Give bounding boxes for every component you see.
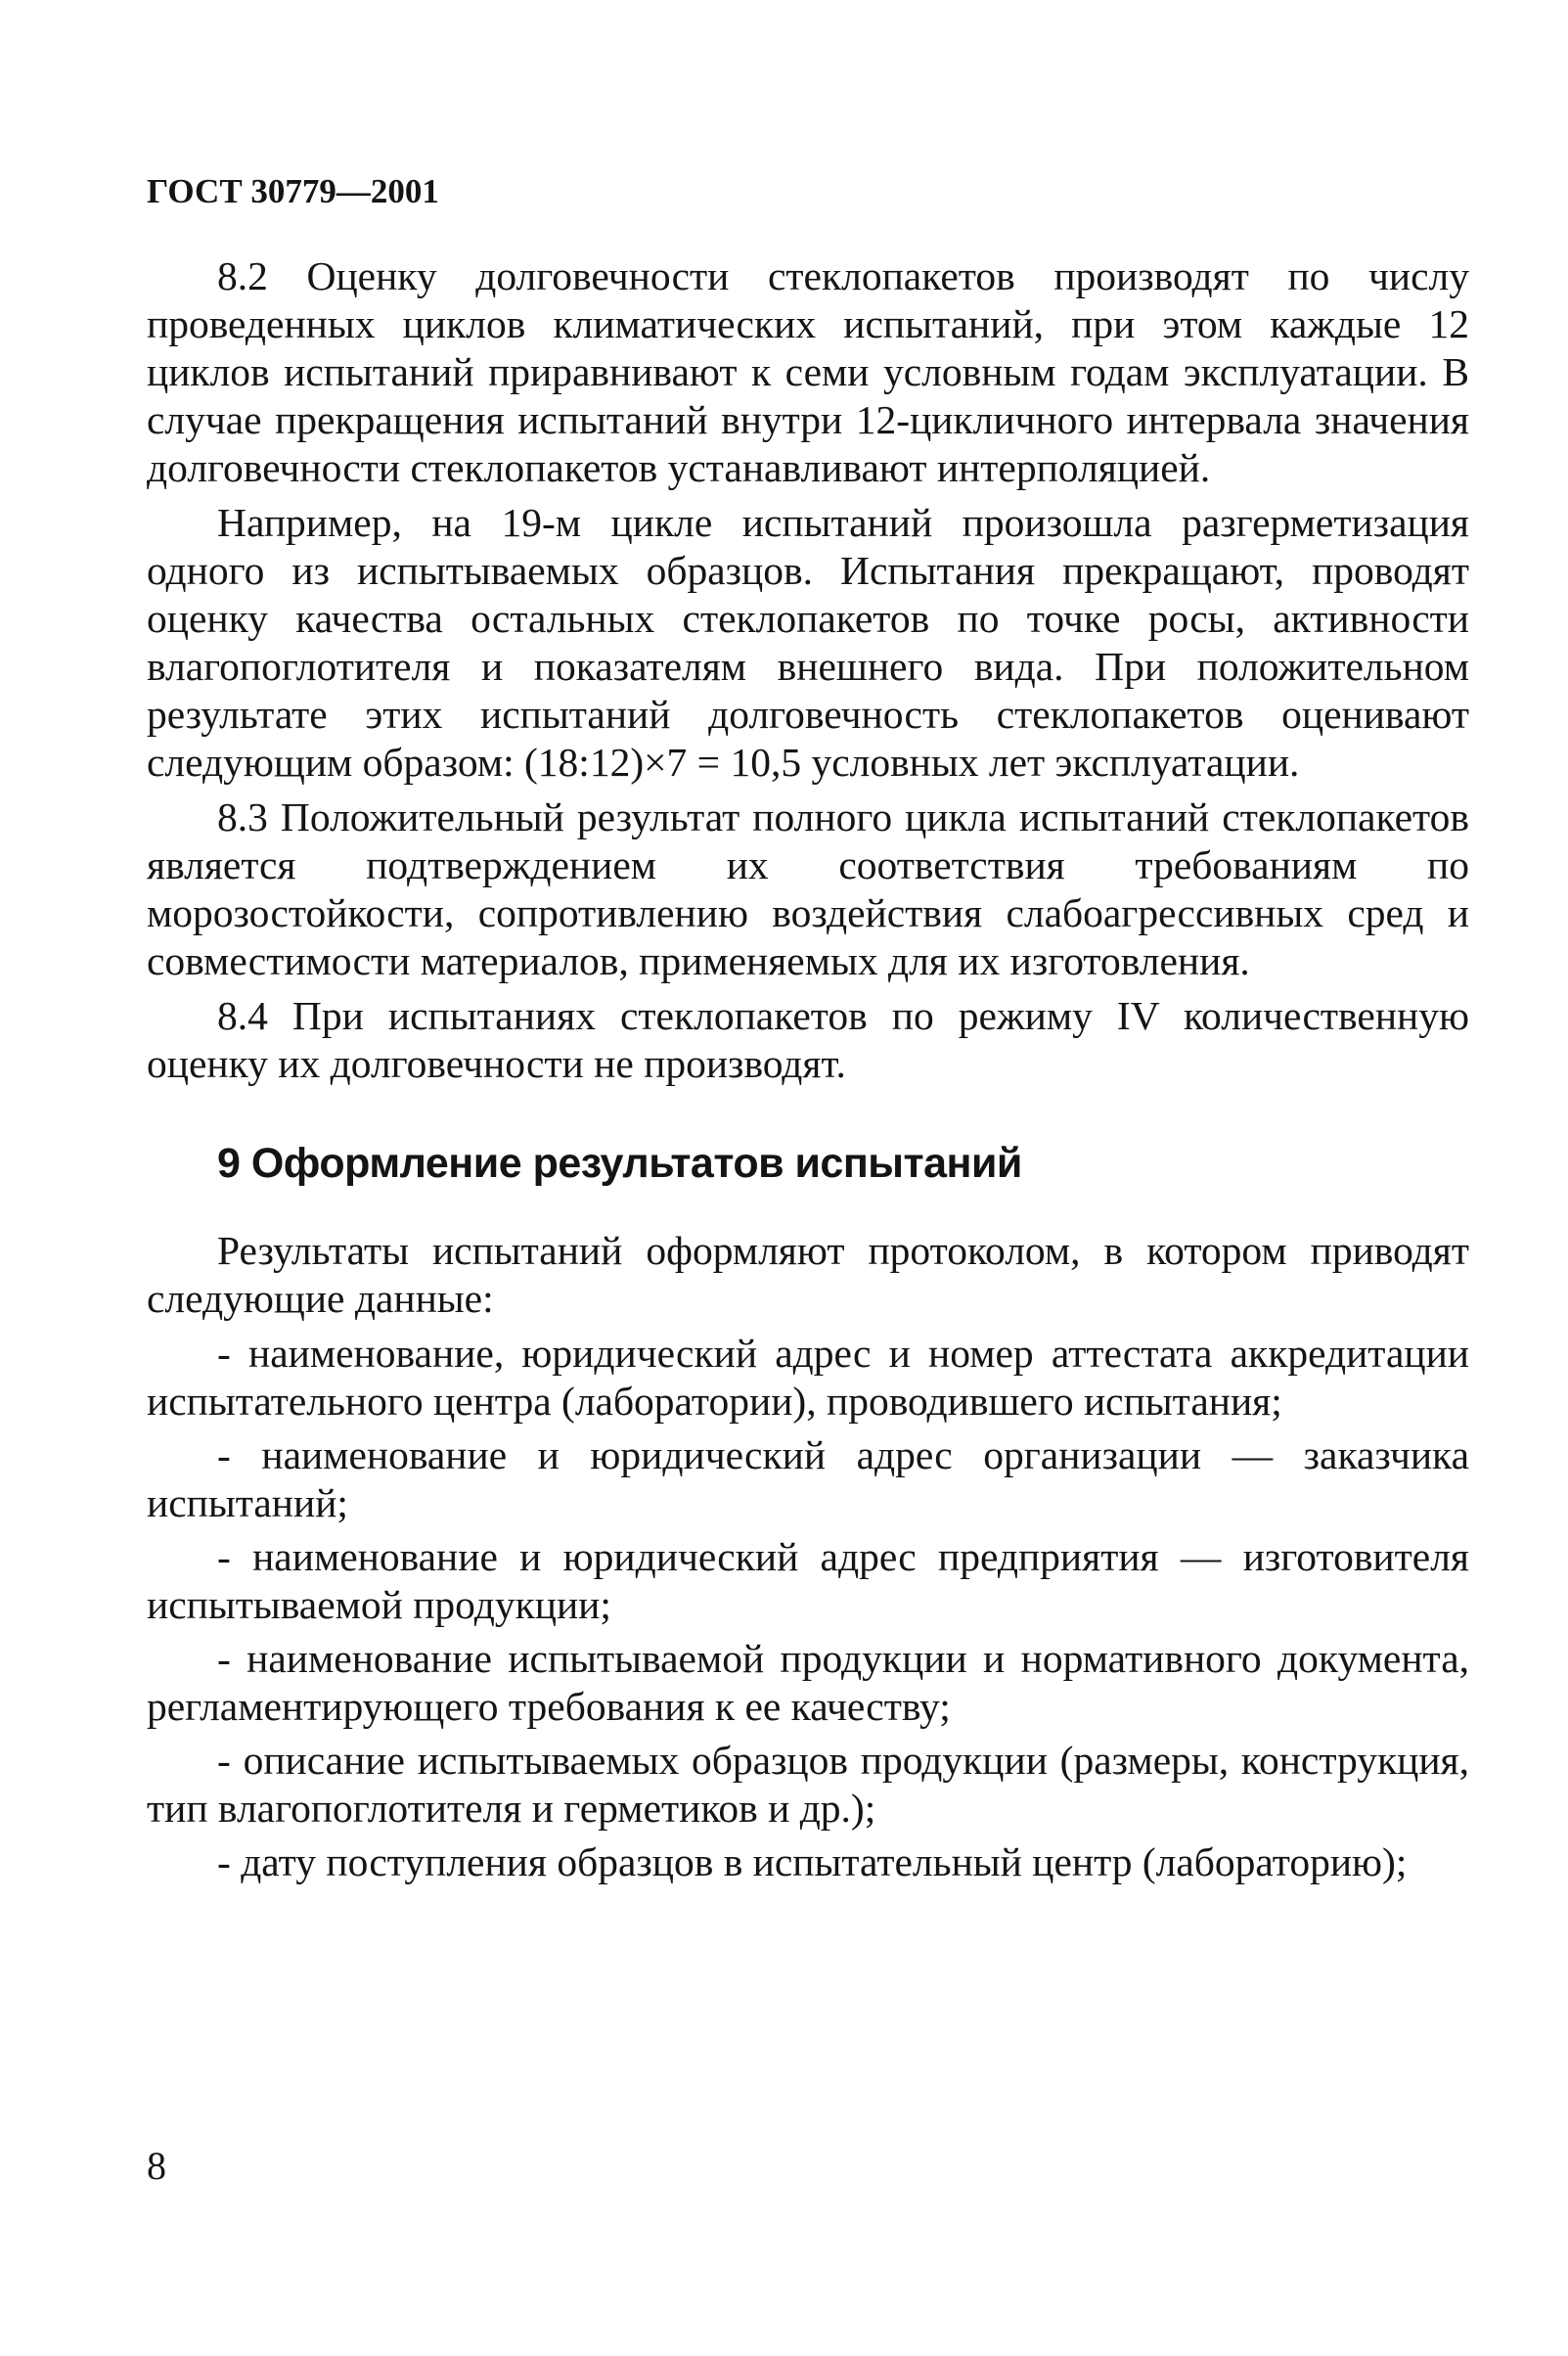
section-9-heading: 9 Оформление результатов испытаний xyxy=(217,1140,1022,1187)
list-item: - наименование испытываемой продукции и нормативного документа, регламентирующего требования к ее качеству; xyxy=(147,1636,1469,1729)
list-item: - дату поступления образцов в испытательный центр (лабораторию); xyxy=(217,1839,1408,1884)
list-item: - наименование, юридический адрес и номер аттестата аккредитации испытательного центра (лаборатории), проводившего испытания; xyxy=(147,1331,1469,1424)
page-number: 8 xyxy=(147,2144,166,2188)
list-item: - описание испытываемых образцов продукции (размеры, конструкция, тип влагопоглотителя и герметиков и др.); xyxy=(147,1738,1469,1831)
page-content xyxy=(147,252,1469,1892)
paragraph-8-2: 8.2 Оценку долговечности стеклопакетов производят по числу проведенных циклов климатических испытаний, при этом каждые 12 циклов испытаний приравнивают к семи условным годам эксплуатации. В случае прекращения испытаний внутри 12-цикличного интервала значения долговечности стеклопакетов устанавливают интерполяцией. xyxy=(147,253,1469,490)
paragraph-8-2-example: Например, на 19-м цикле испытаний произошла разгерметизация одного из испытываемых образцов. Испытания прекращают, проводят оценку качества остальных стеклопакетов по точке росы, активности влагопоглотителя и показателям внешнего вида. При положительном результате этих испытаний долговечность стеклопакетов оценивают следующим образом: (18:12)×7 = 10,5 условных лет эксплуатации. xyxy=(147,500,1469,785)
paragraph-8-3: 8.3 Положительный результат полного цикла испытаний стеклопакетов является подтверждением их соответствия требованиям по морозостойкости, сопротивлению воздействия слабоагрессивных сред и совместимости материалов, применяемых для их изготовления. xyxy=(147,794,1469,983)
document-code-header: ГОСТ 30779—2001 xyxy=(147,172,439,210)
paragraph-8-4: 8.4 При испытаниях стеклопакетов по режиму IV количественную оценку их долговечности не производят. xyxy=(147,993,1469,1086)
list-item: - наименование и юридический адрес предприятия — изготовителя испытываемой продукции; xyxy=(147,1534,1469,1627)
list-item: - наименование и юридический адрес организации — заказчика испытаний; xyxy=(147,1432,1469,1525)
paragraph-9-intro: Результаты испытаний оформляют протоколом, в котором приводят следующие данные: xyxy=(147,1228,1469,1321)
